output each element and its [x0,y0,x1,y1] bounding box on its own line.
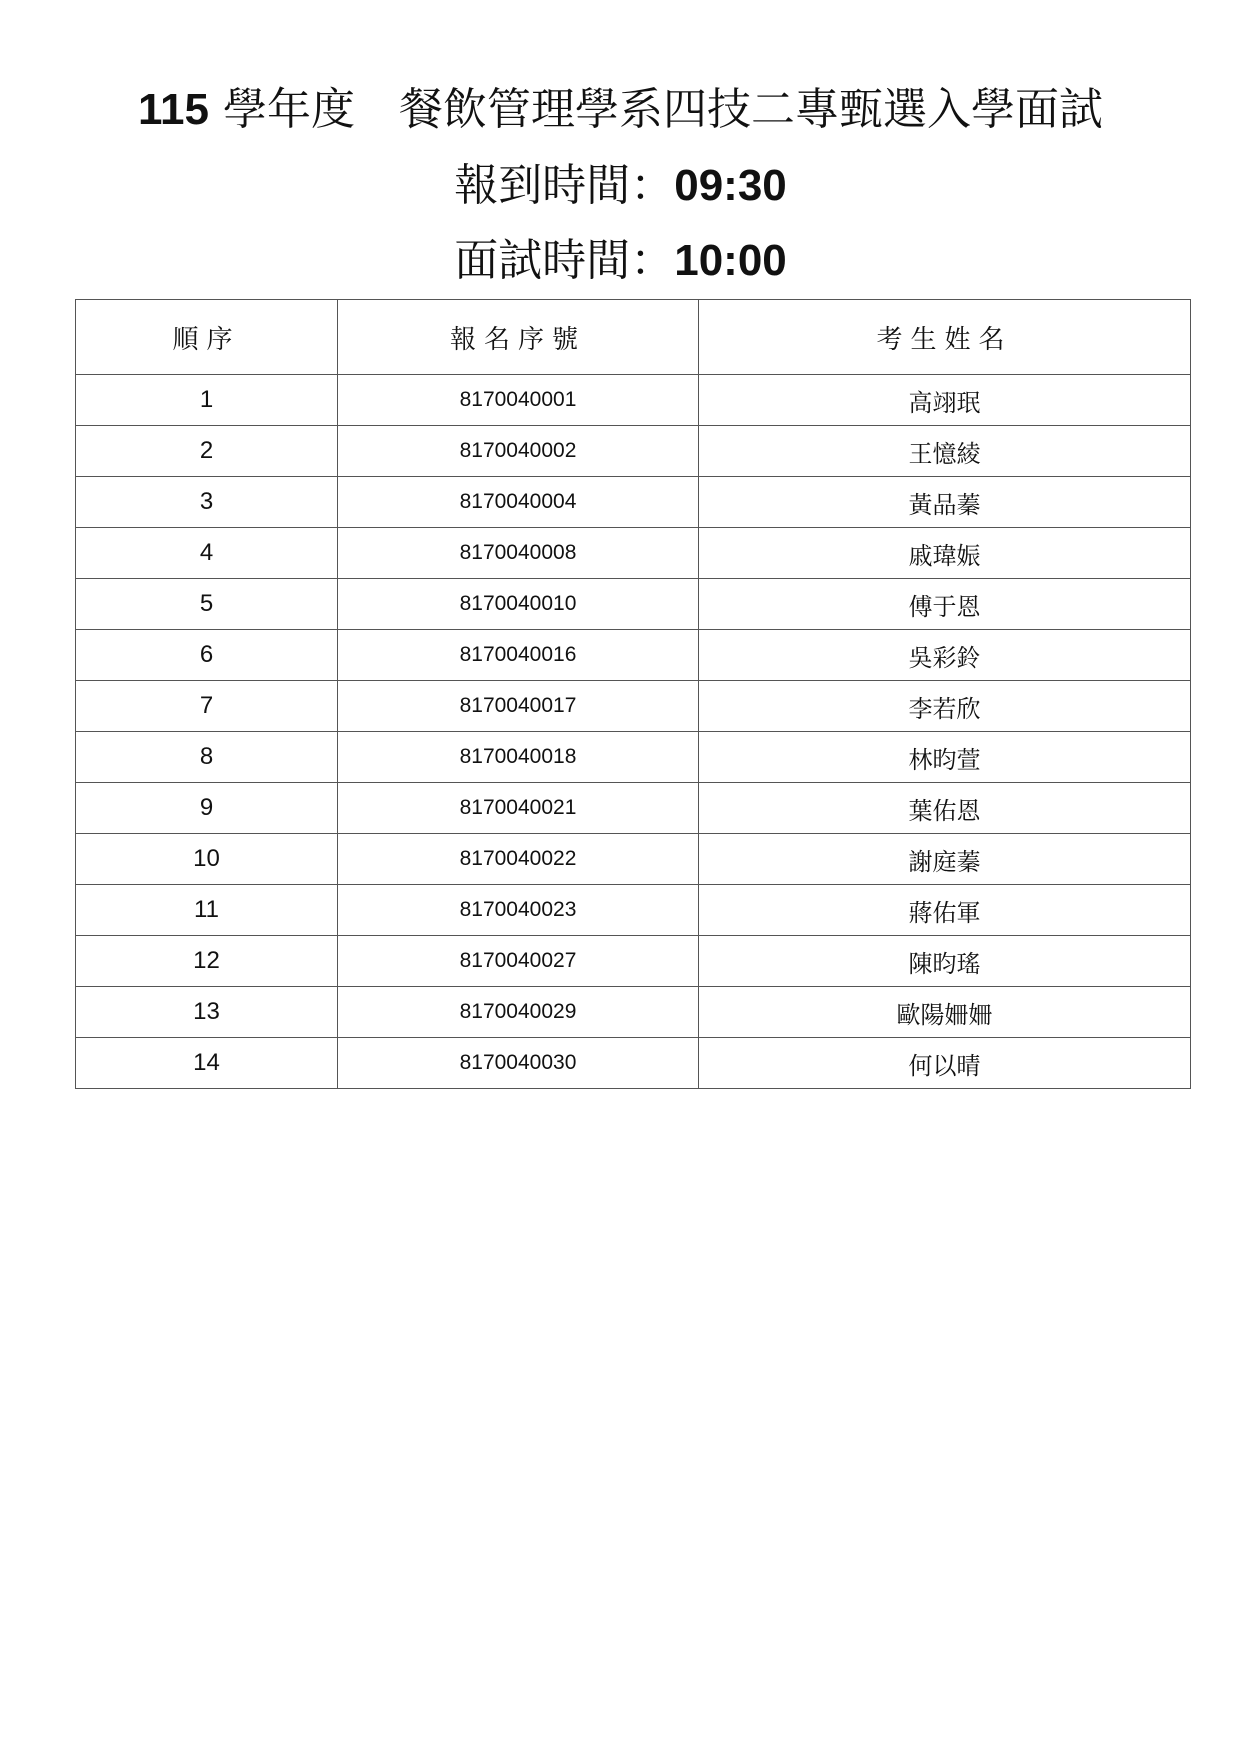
row-registration-number: 8170040008 [338,528,699,579]
row-candidate-name: 歐陽姍姍 [699,987,1191,1038]
row-sequence: 10 [76,834,338,885]
row-sequence: 13 [76,987,338,1038]
table-row [76,528,1191,579]
row-candidate-name: 黃品蓁 [699,477,1191,528]
row-sequence: 9 [76,783,338,834]
row-registration-number: 8170040001 [338,375,699,426]
table-row [76,477,1191,528]
row-sequence: 6 [76,630,338,681]
table-row [76,987,1191,1038]
academic-year-number: 115 [138,85,209,134]
row-candidate-name: 李若欣 [699,681,1191,732]
row-sequence: 12 [76,936,338,987]
interview-time-value: 10:00 [674,236,787,285]
row-candidate-name: 戚瑋娠 [699,528,1191,579]
column-header-registration-number: 報名序號 [338,300,699,375]
row-candidate-name: 王憶綾 [699,426,1191,477]
row-registration-number: 8170040010 [338,579,699,630]
table-row [76,936,1191,987]
table-row [76,732,1191,783]
row-candidate-name: 吳彩鈴 [699,630,1191,681]
row-candidate-name: 葉佑恩 [699,783,1191,834]
row-registration-number: 8170040022 [338,834,699,885]
row-candidate-name: 何以晴 [699,1038,1191,1089]
table-row [76,681,1191,732]
report-time-label: 報到時間： [454,160,675,211]
table-row [76,885,1191,936]
table-row [76,834,1191,885]
academic-year-label: 學年度 [222,84,355,135]
row-candidate-name: 林昀萱 [699,732,1191,783]
table-row [76,426,1191,477]
row-candidate-name: 傅于恩 [699,579,1191,630]
row-sequence: 4 [76,528,338,579]
report-time-value: 09:30 [674,161,787,210]
row-sequence: 3 [76,477,338,528]
table-row [76,579,1191,630]
row-registration-number: 8170040004 [338,477,699,528]
row-sequence: 11 [76,885,338,936]
report-time-line [0,160,1241,211]
program-title: 餐飲管理學系四技二專甄選入學面試 [398,84,1103,135]
row-registration-number: 8170040002 [338,426,699,477]
row-registration-number: 8170040017 [338,681,699,732]
row-candidate-name: 高翊珉 [699,375,1191,426]
document-title [0,84,1241,135]
row-registration-number: 8170040018 [338,732,699,783]
table-row [76,630,1191,681]
table-header-row [76,300,1191,375]
row-registration-number: 8170040016 [338,630,699,681]
interview-time-line [0,235,1241,286]
row-registration-number: 8170040029 [338,987,699,1038]
row-sequence: 14 [76,1038,338,1089]
row-sequence: 1 [76,375,338,426]
row-sequence: 2 [76,426,338,477]
row-sequence: 5 [76,579,338,630]
column-header-sequence: 順序 [76,300,338,375]
table-row [76,1038,1191,1089]
row-registration-number: 8170040030 [338,1038,699,1089]
row-sequence: 8 [76,732,338,783]
row-candidate-name: 蔣佑軍 [699,885,1191,936]
row-registration-number: 8170040021 [338,783,699,834]
table-row [76,783,1191,834]
row-registration-number: 8170040027 [338,936,699,987]
column-header-candidate-name: 考生姓名 [699,300,1191,375]
row-sequence: 7 [76,681,338,732]
table-row [76,375,1191,426]
candidate-table [75,299,1191,1089]
row-registration-number: 8170040023 [338,885,699,936]
row-candidate-name: 謝庭蓁 [699,834,1191,885]
interview-time-label: 面試時間： [454,235,675,286]
row-candidate-name: 陳昀瑤 [699,936,1191,987]
